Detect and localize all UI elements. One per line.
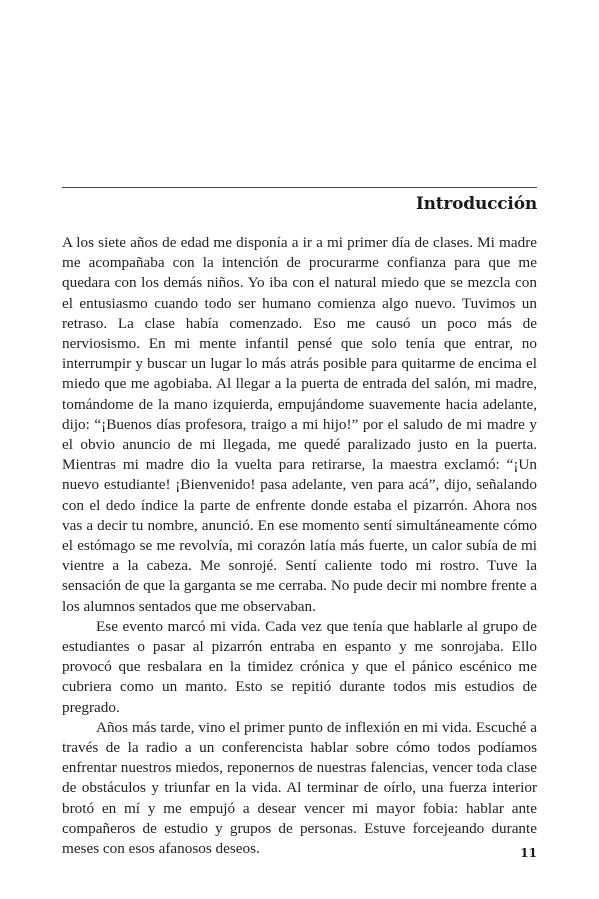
chapter-title: Introducción [415, 194, 537, 214]
page-number: 11 [520, 846, 537, 860]
chapter-body [62, 233, 537, 859]
paragraph-2: Ese evento marcó mi vida. Cada vez que tenía que hablarle al grupo de estudiantes o pasar al pizarrón entraba en espanto y me sonrojaba. Ello provocó que resbalara en la timidez crónica y que el pánico escénico me cubriera como un manto. Esto se repitió durante todos mis estudios de pregrado. [62, 617, 537, 716]
paragraph-3: Años más tarde, vino el primer punto de inflexión en mi vida. Escuché a través de la radio a un conferencista hablar sobre cómo todos podíamos enfrentar nuestros miedos, reponernos de nuestras falencias, vencer toda clase de obstáculos y triunfar en la vida. Al terminar de oírlo, una fuerza interior brotó en mí y me empujó a desear vencer mi mayor fobia: hablar ante compañeros de estudio y grupos de personas. Estuve forcejeando durante meses con esos afanosos deseos. [62, 718, 537, 858]
chapter-rule [62, 187, 537, 188]
paragraph-1: A los siete años de edad me disponía a ir a mi primer día de clases. Mi madre me acompañaba con la intención de procurarme confianza para que me quedara con los demás niños. Yo iba con el natural miedo que se mezcla con el entusiasmo cuando todo ser humano comienza algo nuevo. Tuvimos un retraso. La clase había comenzado. Eso me causó un poco más de nerviosismo. En mi mente infantil pensé que solo tenía que entrar, no interrumpir y buscar un lugar lo más atrás posible para quitarme de encima el miedo que me agobiaba. Al llegar a la puerta de entrada del salón, mi madre, tomándome de la mano izquierda, empujándome suavemente hacia adelante, dijo: “¡Buenos días profesora, traigo a mi hijo!” por el saludo de mi madre y el obvio anuncio de mi llegada, me quedé paralizado justo en la puerta. Mientras mi madre dio la vuelta para retirarse, la maestra exclamó: “¡Un nuevo estudiante! ¡Bienvenido! pasa adelante, ven para acá”, dijo, señalando con el dedo índice la parte de enfrente donde estaba el pizarrón. Ahora nos vas a decir tu nombre, anunció. En ese momento sentí simultáneamente cómo el estómago se me revolvía, mi corazón latía más fuerte, un calor subía de mi vientre a la cabeza. Me sonrojé. Sentí caliente todo mi rostro. Tuve la sensación de que la garganta se me cerraba. No pude decir mi nombre frente a los alumnos sentados que me observaban. [62, 234, 537, 615]
